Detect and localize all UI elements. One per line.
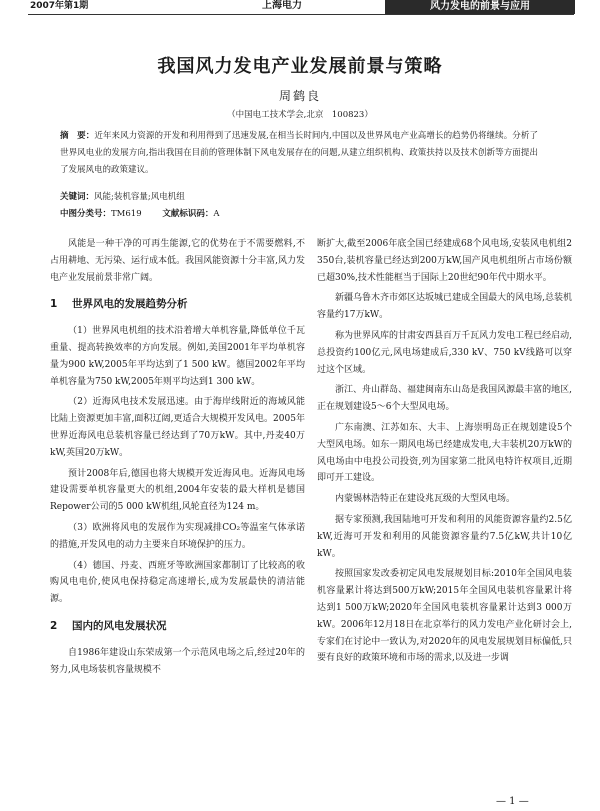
section-heading-1 xyxy=(50,296,305,313)
paragraph: 浙江、舟山群岛、福建闽南东山岛是我国风源最丰富的地区,正在规划建设5～6个大型风电场。 xyxy=(317,385,572,413)
clc-value: TM619 xyxy=(111,209,142,219)
keywords xyxy=(60,190,185,204)
paragraph: 预计2008年后,德国也将大规模开发近海风电。近海风电场建设需要单机容量更大的机组,2004年安装的最大样机是德国Repower公司的5 000 kW机组,风轮直径为124 m。 xyxy=(50,468,305,513)
header-rule xyxy=(28,14,574,15)
running-header xyxy=(0,0,600,14)
paragraph: （4）德国、丹麦、西班牙等欧洲国家都制订了比较高的收购风电电价,使风电保持稳定高速增长,成为发展最快的清洁能源。 xyxy=(50,560,305,605)
article-title: 我国风力发电产业发展前景与策略 xyxy=(157,56,443,77)
paragraph: 称为世界风库的甘肃安西县百万千瓦风力发电工程已经启动,总投资约100亿元,风电场建成后,330 kV、750 kV线路可以穿过这个区域。 xyxy=(317,330,572,375)
author-affiliation: （中国电工技术学会,北京 100823） xyxy=(227,110,373,120)
section-title: 世界风电的发展趋势分析 xyxy=(72,298,188,311)
paragraph: （2）近海风电技术发展迅速。由于海岸线附近的海域风能比陆上资源更加丰富,面积辽阔,更适合大规模开发风电。2005年世界近海风电总装机容量已经达到了70万kW。其中,丹麦40万kW,英国20万kW。 xyxy=(50,397,305,458)
doccode-value: A xyxy=(213,209,220,219)
section-title: 国内的风电发展状况 xyxy=(72,619,167,632)
abstract-label: 摘 要： xyxy=(60,131,95,141)
paragraph: 广东南澳、江苏如东、大丰、上海崇明岛正在规划建设5个大型风电场。如东一期风电场已经建成发电,大丰装机20万kW的风电场由中电投公司投资,列为国家第二批风电特许权项目,近期即可开工建设。 xyxy=(317,422,572,484)
section-number: 2 xyxy=(50,619,58,632)
issue-label: 2007年第1期 xyxy=(30,1,89,11)
paragraph: 按照国家发改委初定风电发展规划目标:2010年全国风电装机容量累计将达到500万kW;2015年全国风电装机容量累计将达到1 500万kW;2020年全国风电装机容量累计达到3 000万kW。2006年12月18日在北京举行的风力发电产业化研讨会上,专家们在讨论中一致认为,对2020年的风电发展规划目标偏低,只要有良好的政策环境和市场的需求,以及进一步调 xyxy=(317,569,572,664)
paragraph: 据专家预测,我国陆地可开发和利用的风能资源容量约2.5亿kW,近海可开发和利用的风能资源容量约7.5亿kW,共计10亿kW。 xyxy=(317,514,572,559)
keywords-text: 风能;装机容量;风电机组 xyxy=(94,192,185,202)
doccode-label: 文献标识码： xyxy=(162,209,214,219)
section-banner: 风力发电的前景与应用 xyxy=(385,0,575,14)
clc-label: 中图分类号： xyxy=(60,209,112,219)
intro-paragraph: 风能是一种干净的可再生能源,它的优势在于不需要燃料,不占用耕地、无污染、运行成本低。我国风能资源十分丰富,风力发电产业发展前景非常广阔。 xyxy=(50,239,305,283)
keywords-label: 关键词： xyxy=(60,192,95,202)
right-column xyxy=(317,236,572,671)
classification xyxy=(60,207,237,221)
journal-name: 上海电力 xyxy=(262,0,302,11)
author-name: 周鹤良 xyxy=(278,89,321,103)
paragraph: （3）欧洲将风电的发展作为实现减排CO₂等温室气体承诺的措施,开发风电的动力主要来自环境保护的压力。 xyxy=(50,522,305,550)
paragraph: （1）世界风电机组的技术沿着增大单机容量,降低单位千瓦重量、提高转换效率的方向发展。例如,美国2001年平均单机容量为900 kW,2005年平均达到了1 500 kW。德国2002年平均单机容量为750 kW,2005年则平均达到1 300 kW。 xyxy=(50,326,305,387)
paragraph: 自1986年建设山东荣成第一个示范风电场之后,经过20年的努力,风电场装机容量规模不 xyxy=(50,647,305,675)
paragraph: 断扩大,截至2006年底全国已经建成68个风电场,安装风电机组2 350台,装机容量已经达到200万kW,国产风电机组所占市场份额已超30%,技术性能框当于国际上20世纪90年代中期水平。 xyxy=(317,239,572,283)
abstract xyxy=(60,128,538,179)
abstract-text: 近年来风力资源的开发和利用得到了迅速发展,在相当长时间内,中国以及世界风电产业高增长的趋势仍将继续。分析了世界风电业的发展方向,指出我国在目前的管理体制下风电发展存在的问题,从建立组织机构、政策扶持以及技术创新等方面提出了发展风电的政策建议。 xyxy=(60,131,538,175)
paragraph: 内蒙锡林浩特正在建设兆瓦级的大型风电场。 xyxy=(335,494,516,505)
section-heading-2 xyxy=(50,618,305,635)
left-column xyxy=(50,236,305,682)
paragraph: 新疆乌鲁木齐市郊区达坂城已建成全国最大的风电场,总装机容量约17万kW。 xyxy=(317,293,572,321)
section-number: 1 xyxy=(50,298,58,311)
page-number: — 1 — xyxy=(496,796,529,807)
